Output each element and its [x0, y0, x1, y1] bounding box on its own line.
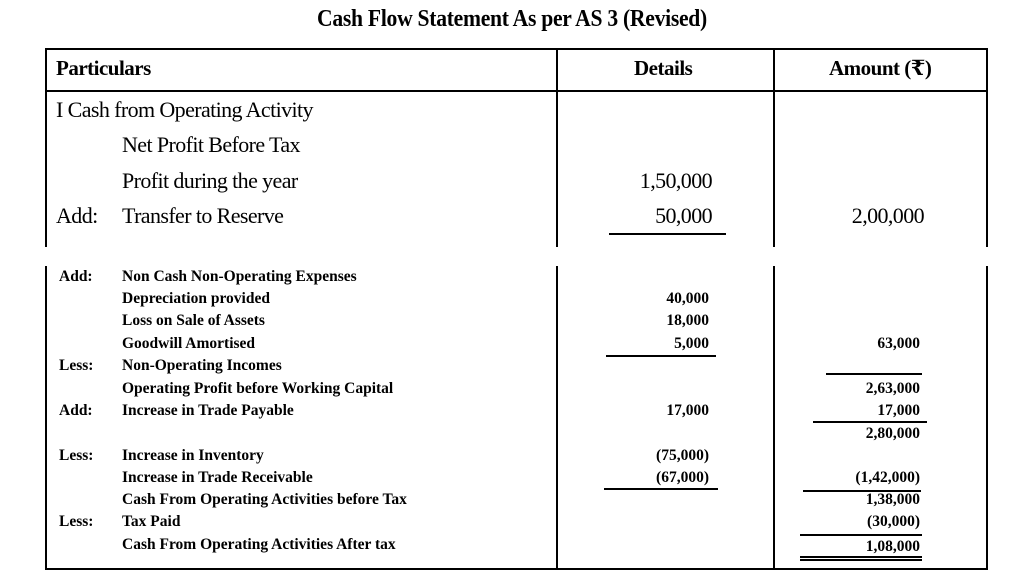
row-11-label: Tax Paid [122, 513, 181, 530]
trade-payable-underline [813, 421, 927, 423]
upper-left-border [45, 48, 47, 247]
section-operating-activity: I Cash from Operating Activity [56, 97, 313, 122]
working-capital-details-underline [604, 488, 718, 490]
row-12-label: Cash From Operating Activities After tax [122, 536, 396, 553]
row-1-details: 40,000 [666, 290, 709, 307]
row-1-label: Depreciation provided [122, 290, 270, 307]
upper-table-top-border [45, 48, 988, 50]
row-9-label: Increase in Trade Receivable [122, 469, 313, 486]
row-4-prefix: Less: [59, 357, 94, 374]
row-9-details: (67,000) [656, 469, 709, 486]
lower-details-divider [556, 266, 558, 569]
row-11-prefix: Less: [59, 513, 94, 530]
row-12-amount: 1,08,000 [865, 538, 920, 555]
lower-amount-divider [773, 266, 775, 569]
row-11-amount: (30,000) [867, 513, 920, 530]
row-3-details: 5,000 [674, 335, 709, 352]
transfer-to-reserve-label: Transfer to Reserve [122, 203, 284, 228]
row-7-amount: 2,80,000 [865, 425, 920, 442]
row-9-amount: (1,42,000) [855, 469, 920, 486]
depreciation-group-underline [606, 355, 716, 357]
row-3-label: Goodwill Amortised [122, 335, 256, 352]
lower-table-bottom-border [45, 568, 988, 570]
non-cash-total-underline [826, 373, 922, 375]
row-6-details: 17,000 [666, 402, 709, 419]
upper-table-header-divider [45, 90, 988, 92]
row-5-label: Operating Profit before Working Capital [122, 380, 394, 397]
lower-right-border [986, 266, 988, 569]
lower-left-border [45, 266, 47, 569]
row-2-details: 18,000 [666, 312, 709, 329]
row-8-prefix: Less: [59, 447, 94, 464]
row-8-label: Increase in Inventory [122, 447, 264, 464]
row-3-amount: 63,000 [877, 335, 920, 352]
header-details: Details [634, 56, 693, 80]
row-10-label: Cash From Operating Activities before Tax [122, 491, 407, 508]
row-4-label: Non-Operating Incomes [122, 357, 282, 374]
row-10-amount: 1,38,000 [865, 491, 920, 508]
header-amount: Amount (₹) [829, 56, 932, 80]
tax-paid-underline [800, 534, 922, 536]
row-8-details: (75,000) [656, 447, 709, 464]
statement-title: Cash Flow Statement As per AS 3 (Revised) [317, 6, 707, 32]
final-total-double-underline-1 [800, 556, 922, 558]
upper-details-underline [609, 233, 726, 235]
profit-during-year-label: Profit during the year [122, 168, 298, 193]
net-profit-before-tax-label: Net Profit Before Tax [122, 132, 300, 157]
row-5-amount: 2,63,000 [865, 380, 920, 397]
final-total-double-underline-2 [800, 559, 922, 561]
upper-amount-divider [773, 48, 775, 247]
row-6-label: Increase in Trade Payable [122, 402, 294, 419]
row-0-prefix: Add: [59, 268, 93, 285]
profit-during-year-details: 1,50,000 [639, 168, 712, 193]
row-2-label: Loss on Sale of Assets [122, 312, 265, 329]
upper-right-border [986, 48, 988, 247]
header-particulars: Particulars [56, 56, 151, 80]
row-6-amount: 17,000 [877, 402, 920, 419]
transfer-to-reserve-details: 50,000 [655, 203, 712, 228]
row-0-label: Non Cash Non-Operating Expenses [122, 268, 357, 285]
row-6-prefix: Add: [59, 402, 93, 419]
upper-total-amount: 2,00,000 [851, 203, 924, 228]
add-label-upper: Add: [56, 203, 98, 228]
upper-details-divider [556, 48, 558, 247]
